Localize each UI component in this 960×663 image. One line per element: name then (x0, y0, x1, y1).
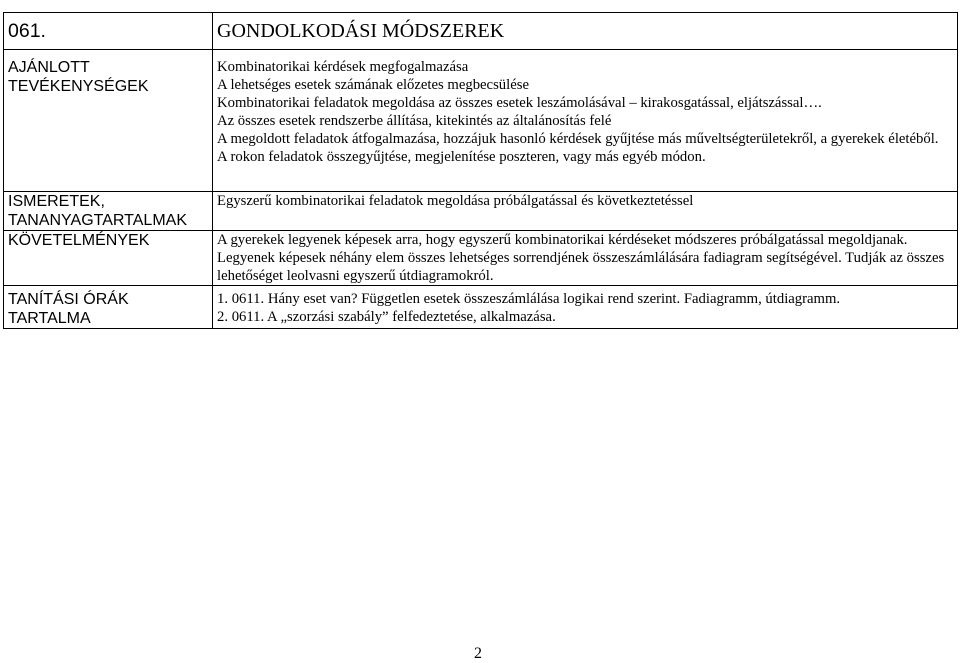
activities-label (4, 50, 213, 192)
activities-label-line2: TEVÉKENYSÉGEK (8, 78, 149, 95)
curriculum-table (3, 12, 958, 329)
requirements-label: KÖVETELMÉNYEK (8, 232, 150, 249)
activity-line: Kombinatorikai feladatok megoldása az összes esetek leszámolásával – kirakosgatással, eljátszással…. (217, 95, 822, 111)
lessons-label-line1: TANÍTÁSI ÓRÁK (8, 291, 129, 308)
knowledge-content (213, 192, 958, 231)
knowledge-row (4, 192, 958, 231)
page-number: 2 (474, 645, 482, 662)
activities-content (213, 50, 958, 192)
lesson-line: 2. 0611. A „szorzási szabály” felfedeztetése, alkalmazása. (217, 309, 556, 325)
section-number: 061. (4, 13, 213, 50)
activities-row (4, 50, 958, 192)
knowledge-text: Egyszerű kombinatorikai feladatok megoldása próbálgatással és következtetéssel (217, 193, 694, 209)
requirements-content (213, 231, 958, 286)
section-title: GONDOLKODÁSI MÓDSZEREK (213, 13, 958, 50)
requirements-text: A gyerekek legyenek képesek arra, hogy egyszerű kombinatorikai kérdéseket módszeres próbálgatással megoldjanak. Legyenek képesek néhány elem összes lehetséges sorrendjének összeszámlálására fadiagram segítségével. Tudják az összes lehetőséget leolvasni egyszerű útdiagramokról. (217, 232, 945, 284)
activity-line: Az összes esetek rendszerbe állítása, kitekintés az általánosítás felé (217, 113, 612, 129)
header-row (4, 13, 958, 50)
knowledge-label (4, 192, 213, 231)
knowledge-label-line2: TANANYAGTARTALMAK (8, 212, 187, 229)
requirements-label-cell (4, 231, 213, 286)
requirements-row (4, 231, 958, 286)
lessons-label (4, 286, 213, 329)
activity-line: A megoldott feladatok átfogalmazása, hozzájuk hasonló kérdések gyűjtése más műveltségterületekről, a gyerekek életéből. (217, 131, 939, 147)
lesson-line: 1. 0611. Hány eset van? Független esetek összeszámlálása logikai rend szerint. Fadiagramm, útdiagramm. (217, 291, 841, 307)
activity-line: Kombinatorikai kérdések megfogalmazása (217, 59, 469, 75)
knowledge-label-line1: ISMERETEK, (8, 193, 105, 210)
activity-line: A rokon feladatok összegyűjtése, megjelenítése poszteren, vagy más egyéb módon. (217, 149, 706, 165)
lessons-label-line2: TARTALMA (8, 310, 91, 327)
activity-line: A lehetséges esetek számának előzetes megbecsülése (217, 77, 529, 93)
lessons-row (4, 286, 958, 329)
activities-label-line1: AJÁNLOTT (8, 59, 90, 76)
lessons-content (213, 286, 958, 329)
